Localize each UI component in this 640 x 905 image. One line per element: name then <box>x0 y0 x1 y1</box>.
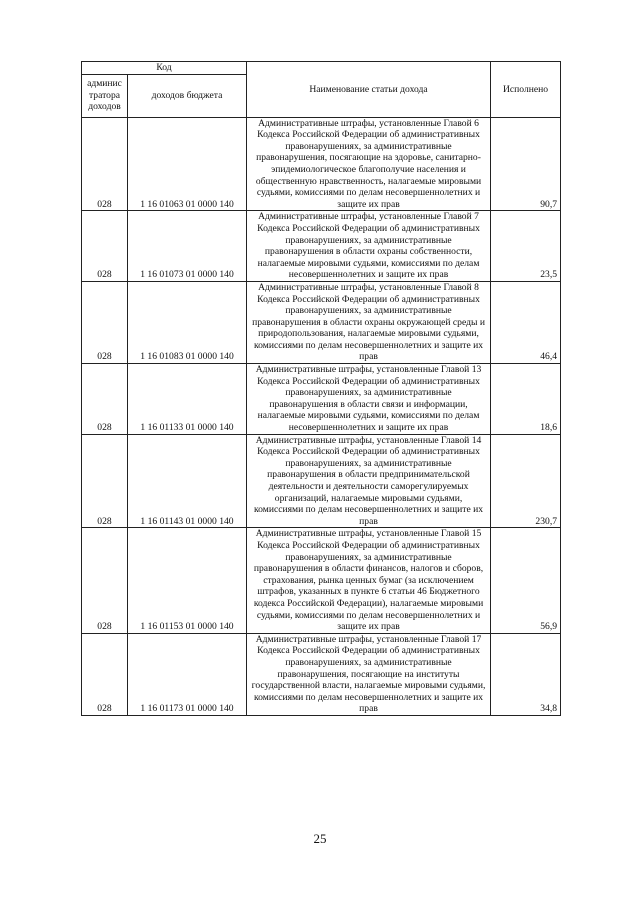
revenue-name-cell: Административные штрафы, установленные Главой 17 Кодекса Российской Федерации об административных правонарушениях, за административные правонарушения, посягающие на институты государственной власти, налагаемые мировыми судьями, комиссиями по делам несовершеннолетних и защите их прав <box>247 633 491 715</box>
budget-code-cell: 1 16 01143 01 0000 140 <box>128 434 247 528</box>
table-row <box>82 117 561 211</box>
table-header <box>82 62 561 118</box>
executed-value-cell: 90,7 <box>491 117 561 211</box>
table-row <box>82 211 561 282</box>
table-body <box>82 117 561 715</box>
table-row <box>82 364 561 435</box>
revenue-name-cell: Административные штрафы, установленные Главой 13 Кодекса Российской Федерации об административных правонарушениях, за административные правонарушения в области связи и информации, налагаемые мировыми судьями, комиссиями по делам несовершеннолетних и защите их прав <box>247 364 491 435</box>
admin-code-cell: 028 <box>82 281 128 363</box>
budget-code-cell: 1 16 01083 01 0000 140 <box>128 281 247 363</box>
admin-code-cell: 028 <box>82 434 128 528</box>
table-row <box>82 633 561 715</box>
admin-code-cell: 028 <box>82 528 128 633</box>
revenue-name-cell: Административные штрафы, установленные Главой 15 Кодекса Российской Федерации об административных правонарушениях, за административные правонарушения в области финансов, налогов и сборов, страхования, рынка ценных бумаг (за исключением штрафов, указанных в пункте 6 статьи 46 Бюджетного кодекса Российской Федерации), налагаемые мировыми судьями, комиссиями по делам несовершеннолетних и защите их прав <box>247 528 491 633</box>
executed-value-cell: 56,9 <box>491 528 561 633</box>
revenue-table <box>81 61 561 716</box>
budget-code-cell: 1 16 01133 01 0000 140 <box>128 364 247 435</box>
budget-code-cell: 1 16 01073 01 0000 140 <box>128 211 247 282</box>
executed-value-cell: 46,4 <box>491 281 561 363</box>
revenue-name-cell: Административные штрафы, установленные Главой 6 Кодекса Российской Федерации об административных правонарушениях, за административные правонарушения, посягающие на здоровье, санитарно-эпидемиологическое благополучие населения и общественную нравственность, налагаемые мировыми судьями, комиссиями по делам несовершеннолетних и защите их прав <box>247 117 491 211</box>
revenue-name-cell: Административные штрафы, установленные Главой 7 Кодекса Российской Федерации об административных правонарушениях, за административные правонарушения в области охраны собственности, налагаемые мировыми судьями, комиссиями по делам несовершеннолетних и защите их прав <box>247 211 491 282</box>
admin-code-cell: 028 <box>82 211 128 282</box>
budget-code-cell: 1 16 01063 01 0000 140 <box>128 117 247 211</box>
executed-value-cell: 230,7 <box>491 434 561 528</box>
admin-code-cell: 028 <box>82 633 128 715</box>
executed-value-cell: 34,8 <box>491 633 561 715</box>
header-code-group: Код <box>82 62 247 75</box>
admin-code-cell: 028 <box>82 364 128 435</box>
revenue-name-cell: Административные штрафы, установленные Главой 8 Кодекса Российской Федерации об административных правонарушениях, за административные правонарушения в области охраны окружающей среды и природопользования, налагаемые мировыми судьями, комиссиями по делам несовершеннолетних и защите их прав <box>247 281 491 363</box>
admin-code-cell: 028 <box>82 117 128 211</box>
header-admin: админис тратора доходов <box>82 74 128 117</box>
header-budget-code: доходов бюджета <box>128 74 247 117</box>
table-row <box>82 434 561 528</box>
page-number: 25 <box>313 831 327 846</box>
budget-code-cell: 1 16 01153 01 0000 140 <box>128 528 247 633</box>
header-name: Наименование статьи дохода <box>247 62 491 118</box>
table-row <box>82 528 561 633</box>
table-row <box>82 281 561 363</box>
executed-value-cell: 23,5 <box>491 211 561 282</box>
revenue-name-cell: Административные штрафы, установленные Главой 14 Кодекса Российской Федерации об административных правонарушениях, за административные правонарушения в области предпринимательской деятельности и деятельности саморегулируемых организаций, налагаемые мировыми судьями, комиссиями по делам несовершеннолетних и защите их прав <box>247 434 491 528</box>
executed-value-cell: 18,6 <box>491 364 561 435</box>
header-executed: Исполнено <box>491 62 561 118</box>
budget-code-cell: 1 16 01173 01 0000 140 <box>128 633 247 715</box>
